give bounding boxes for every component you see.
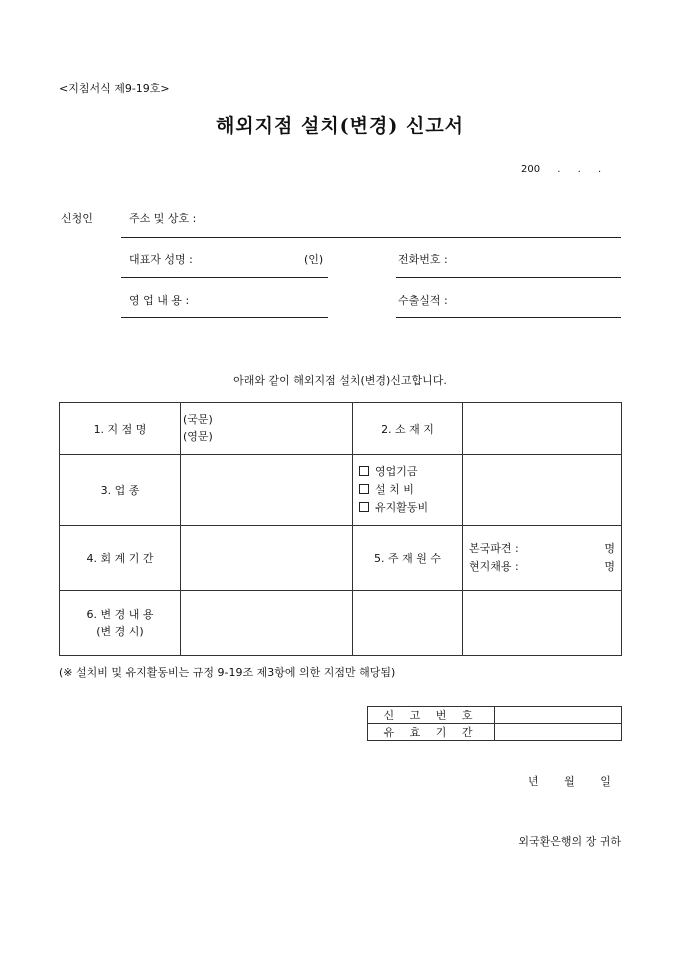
export-line[interactable] — [396, 317, 621, 318]
staff-cell[interactable] — [463, 526, 622, 591]
fiscal-period-cell[interactable] — [181, 526, 353, 591]
branch-name-label: 1. 지 점 명 — [60, 403, 181, 455]
industry-label: 3. 업 종 — [60, 455, 181, 526]
address-label: 주소 및 상호 : — [129, 212, 197, 225]
applicant-label: 신청인 — [61, 212, 93, 225]
footer-date: 년 월 일 — [528, 775, 611, 788]
change-cell-3[interactable] — [463, 591, 622, 656]
staff-hq-row: 본국파견 : 명 — [469, 542, 615, 555]
checkbox-icon[interactable] — [359, 466, 369, 476]
fund-options-cell — [353, 455, 463, 526]
branch-info-table — [59, 402, 622, 656]
checkbox-icon[interactable] — [359, 484, 369, 494]
seal-mark: (인) — [304, 253, 324, 266]
phone-label: 전화번호 : — [398, 253, 448, 266]
checkbox-icon[interactable] — [359, 502, 369, 512]
representative-label: 대표자 성명 : — [129, 253, 193, 266]
representative-line[interactable] — [121, 277, 328, 278]
staff-local-row: 현지채용 : 명 — [469, 560, 615, 573]
form-code: <지침서식 제9-19호> — [59, 82, 170, 95]
change-cell-2[interactable] — [353, 591, 463, 656]
phone-line[interactable] — [396, 277, 621, 278]
change-cell-1[interactable] — [181, 591, 353, 656]
fund-option-maintenance[interactable]: 유지활동비 — [359, 499, 456, 517]
location-cell[interactable] — [463, 403, 622, 455]
report-number-cell[interactable] — [495, 707, 622, 724]
branch-name-english-label: (영문) — [183, 430, 213, 443]
fund-amount-cell[interactable] — [463, 455, 622, 526]
intro-sentence: 아래와 같이 해외지점 설치(변경)신고합니다. — [233, 374, 447, 387]
validity-label: 유 효 기 간 — [368, 724, 495, 741]
address-line[interactable] — [121, 237, 621, 238]
document-title: 해외지점 설치(변경) 신고서 — [215, 115, 465, 137]
fund-option-operating[interactable]: 영업기금 — [359, 463, 456, 481]
industry-cell[interactable] — [181, 455, 353, 526]
change-label: 6. 변 경 내 용 (변 경 시) — [60, 591, 181, 656]
fund-option-setup[interactable]: 설 치 비 — [359, 481, 456, 499]
report-number-label: 신 고 번 호 — [368, 707, 495, 724]
validity-cell[interactable] — [495, 724, 622, 741]
business-label: 영 업 내 용 : — [129, 294, 190, 307]
addressee: 외국환은행의 장 귀하 — [518, 835, 621, 848]
location-label: 2. 소 재 지 — [353, 403, 463, 455]
header-date: 200 . . . — [521, 164, 602, 175]
export-label: 수출실적 : — [398, 294, 448, 307]
fiscal-period-label: 4. 회 계 기 간 — [60, 526, 181, 591]
staff-label: 5. 주 재 원 수 — [353, 526, 463, 591]
branch-name-cell[interactable] — [181, 403, 353, 455]
registration-table — [367, 706, 622, 741]
footnote: (※ 설치비 및 유지활동비는 규정 9-19조 제3항에 의한 지점만 해당됨) — [59, 666, 396, 679]
business-line[interactable] — [121, 317, 328, 318]
branch-name-korean-label: (국문) — [183, 413, 213, 426]
